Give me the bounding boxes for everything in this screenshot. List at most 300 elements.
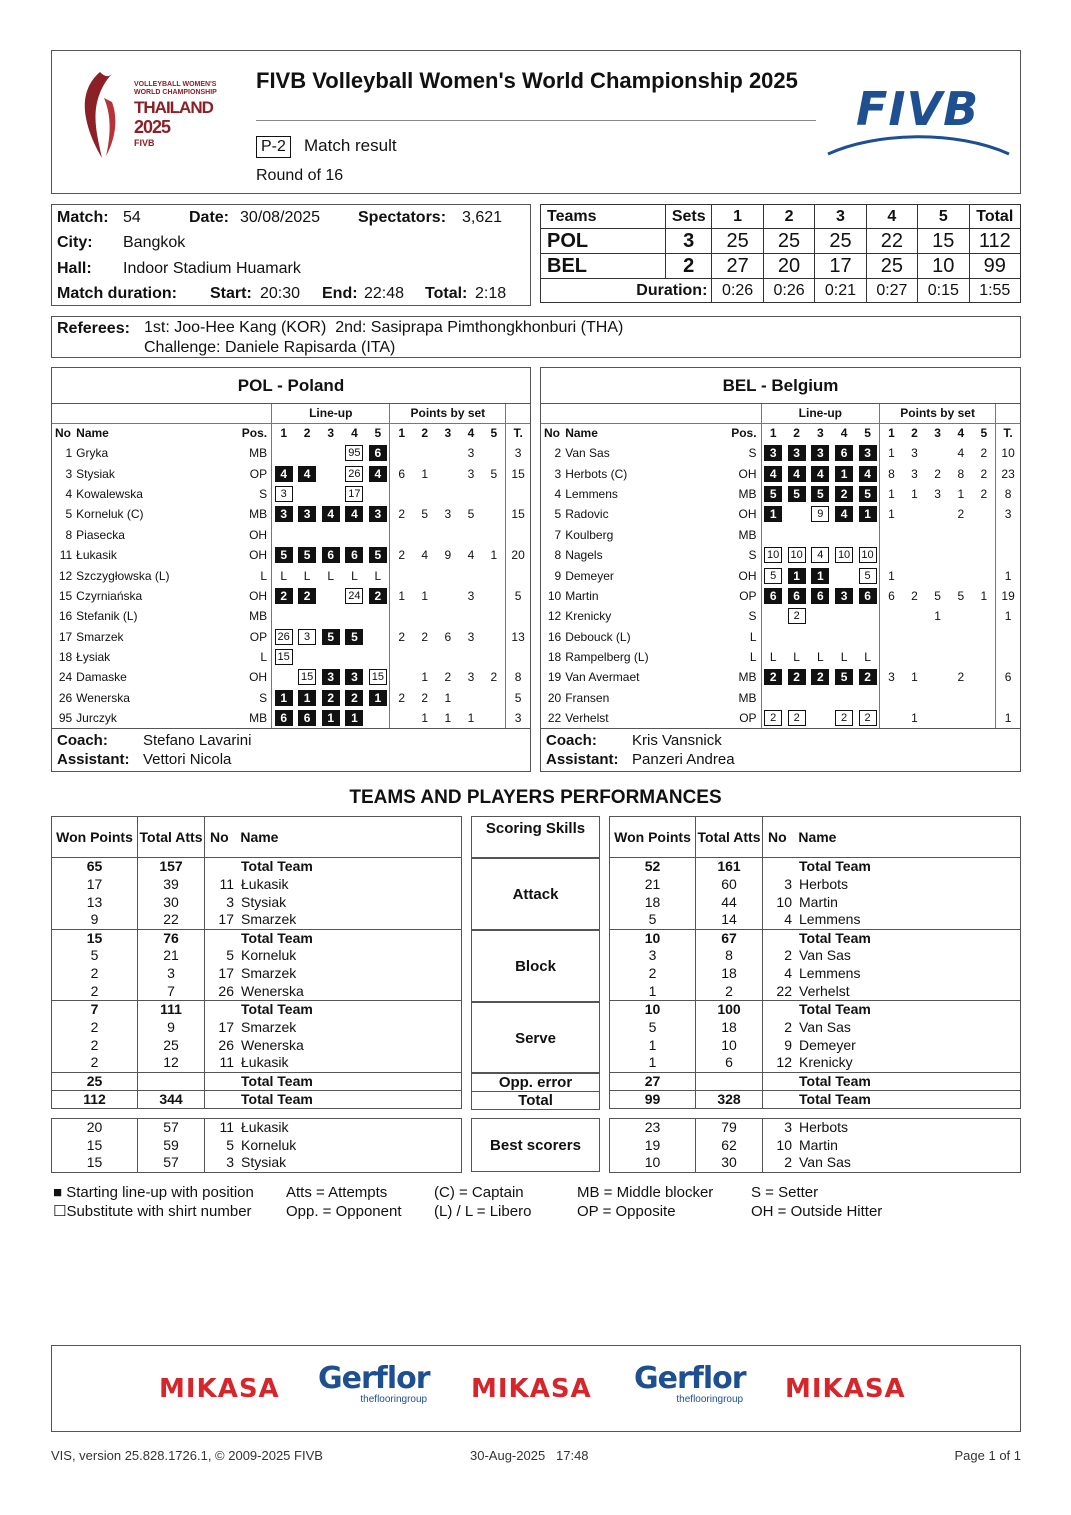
points-by-set-header: Points by set <box>880 404 996 423</box>
lineup-cell-set1 <box>761 688 785 708</box>
starting-position-marker: 4 <box>298 466 316 482</box>
lineup-cell-set5 <box>366 484 390 504</box>
col-lineup-2: 2 <box>303 426 311 441</box>
libero-marker: L <box>864 650 871 665</box>
points-set3 <box>926 708 949 728</box>
player-position: OH <box>227 667 271 687</box>
points-set3 <box>436 525 459 545</box>
player-total-points: 13 <box>506 627 530 647</box>
shirt-number: 4 <box>784 911 792 928</box>
starting-position-marker: 4 <box>811 466 829 482</box>
points-set5: 2 <box>980 446 988 461</box>
starting-position-marker: 4 <box>859 466 877 482</box>
lineup-cell-set4 <box>832 586 856 606</box>
points-set3: 6 <box>444 629 452 644</box>
substitute-marker: 24 <box>345 588 363 604</box>
player-number: 9 <box>554 568 562 583</box>
points-set1 <box>390 708 413 728</box>
lineup-cell-set1 <box>272 525 296 545</box>
coach-name: Stefano Lavarini <box>143 732 252 749</box>
points-set1: 2 <box>398 629 406 644</box>
substitute-marker: 15 <box>275 649 293 665</box>
total-attempts: 100 <box>696 1001 763 1019</box>
lineup-cell-set1 <box>761 647 785 667</box>
score-header-sets: Sets <box>666 205 712 229</box>
lineup-cell-set1 <box>272 708 296 728</box>
end-label: End: <box>322 285 358 302</box>
footer-version: VIS, version 25.828.1726.1, © 2009-2025 FIVB <box>51 1448 323 1463</box>
lineup-cell-set2 <box>295 586 319 606</box>
lineup-cell-set1 <box>272 545 296 565</box>
points-set4: 1 <box>957 486 965 501</box>
player-stat-row <box>610 947 1021 965</box>
player-row <box>52 627 530 647</box>
col-lineup-5: 5 <box>856 423 880 443</box>
total-duration: 2:18 <box>475 285 507 302</box>
gerflor-logo-text: Gerflor <box>634 1361 746 1396</box>
lineup-cell-set4 <box>832 688 856 708</box>
player-total-points: 8 <box>506 667 530 687</box>
shirt-number: 3 <box>226 1154 234 1171</box>
points-set4: 3 <box>467 588 475 603</box>
lineup-cell-set2 <box>785 525 809 545</box>
player-stat-row <box>52 1019 462 1037</box>
hall-value: Indoor Stadium Huamark <box>123 260 301 277</box>
player-total-points: 3 <box>996 504 1020 524</box>
points-set4: 2 <box>957 507 965 522</box>
col-points-4: 4 <box>957 426 965 441</box>
lineup-cell-set1 <box>272 443 296 463</box>
legend-opp: Opp. = Opponent <box>286 1203 402 1220</box>
points-set3: 1 <box>444 711 452 726</box>
substitute-marker: 5 <box>859 568 877 584</box>
player-position: OP <box>717 708 761 728</box>
lineup-cell-set3 <box>319 606 343 626</box>
set2-duration: 0:26 <box>763 279 814 303</box>
total-attempts: 7 <box>138 983 205 1001</box>
points-set4 <box>459 647 482 667</box>
points-set2 <box>413 647 436 667</box>
player-row <box>52 504 530 524</box>
lineup-cell-set4 <box>832 627 856 647</box>
player-stat-row <box>52 1119 462 1137</box>
points-set3 <box>436 586 459 606</box>
points-set3 <box>926 647 949 667</box>
player-row <box>541 586 1020 606</box>
points-set3 <box>436 463 459 483</box>
total-attempts: 59 <box>138 1136 205 1154</box>
player-cell <box>763 1154 1021 1172</box>
lineup-cell-set2 <box>785 443 809 463</box>
lineup-cell-set1 <box>761 463 785 483</box>
points-set2: 2 <box>911 588 918 603</box>
legend-col-4 <box>577 1183 713 1221</box>
lineup-header: Line-up <box>272 404 390 423</box>
lineup-cell-set1 <box>761 504 785 524</box>
col-lineup-4: 4 <box>351 426 358 441</box>
lineup-cell-set4 <box>343 647 367 667</box>
starting-position-marker: 3 <box>298 506 316 522</box>
shirt-number: 22 <box>776 982 792 999</box>
lineup-cell-set3 <box>319 647 343 667</box>
total-attempts: 111 <box>138 1001 205 1019</box>
won-points: 7 <box>52 1001 138 1019</box>
player-cell <box>205 1154 462 1172</box>
won-points: 2 <box>52 1054 138 1072</box>
points-set2 <box>413 606 436 626</box>
total-attempts: 21 <box>138 947 205 965</box>
footer-printed-date: 30-Aug-2025 17:48 <box>470 1448 589 1463</box>
points-set3 <box>436 565 459 585</box>
starting-position-marker: 4 <box>788 466 806 482</box>
starting-position-marker: 1 <box>764 506 782 522</box>
event-logo-line1: VOLLEYBALL WOMEN'S <box>134 81 217 88</box>
points-set3: 9 <box>444 548 452 563</box>
points-set5 <box>972 545 995 565</box>
substitute-marker: 4 <box>811 547 829 563</box>
player-cell <box>763 875 1021 893</box>
col-points-2: 2 <box>911 426 918 441</box>
points-set3 <box>926 545 949 565</box>
col-points-5: 5 <box>490 426 498 441</box>
starting-position-marker: 6 <box>764 588 782 604</box>
player-cell <box>205 1019 462 1037</box>
lineup-cell-set4 <box>832 647 856 667</box>
lineup-cell-set4 <box>832 667 856 687</box>
points-set3 <box>926 565 949 585</box>
points-set3: 1 <box>934 609 941 624</box>
points-set2 <box>903 525 926 545</box>
lineup-cell-set1 <box>761 586 785 606</box>
coach-name: Kris Vansnick <box>632 732 722 749</box>
player-position: OH <box>227 545 271 565</box>
starting-position-marker: 5 <box>811 486 829 502</box>
player-name: Van Sas <box>799 1154 851 1171</box>
player-position: OH <box>227 525 271 545</box>
player-total-points: 3 <box>506 443 530 463</box>
phase-label: Round of 16 <box>256 167 344 184</box>
player-total-points: 19 <box>996 586 1020 606</box>
points-set2 <box>413 484 436 504</box>
event-logo-country: THAILAND <box>134 98 213 117</box>
lineup-cell-set3 <box>808 606 832 626</box>
lineup-cell-set3 <box>319 443 343 463</box>
lineup-cell-set5 <box>856 463 880 483</box>
total-team-row <box>610 1090 1021 1108</box>
lineup-cell-set1 <box>761 708 785 728</box>
lineup-cell-set5 <box>366 708 390 728</box>
player-name: Demeyer <box>799 1036 856 1053</box>
points-set1: 1 <box>888 486 895 501</box>
points-set5 <box>483 565 506 585</box>
total-team-row <box>610 858 1021 876</box>
lineup-cell-set5 <box>366 504 390 524</box>
lineup-cell-set4 <box>343 565 367 585</box>
skill-total: Total <box>471 1091 600 1110</box>
player-position: MB <box>227 504 271 524</box>
lineup-cell-set2 <box>785 565 809 585</box>
col-pos: Pos. <box>717 423 761 443</box>
lineup-cell-set3 <box>808 484 832 504</box>
total-attempts: 14 <box>696 911 763 929</box>
player-total-points: 23 <box>996 463 1020 483</box>
gerflor-logo <box>318 1361 430 1405</box>
lineup-cell-set3 <box>319 504 343 524</box>
lineup-cell-set2 <box>785 545 809 565</box>
player-number: 8 <box>554 548 562 563</box>
substitute-marker: 95 <box>345 445 363 461</box>
lineup-cell-set4 <box>832 708 856 728</box>
points-set1 <box>390 667 413 687</box>
points-set1: 2 <box>398 548 406 563</box>
player-cell <box>763 1019 1021 1037</box>
total-attempts: 157 <box>138 858 205 876</box>
starting-position-marker: 6 <box>859 588 877 604</box>
total-team-row <box>52 858 462 876</box>
lineup-cell-set1 <box>761 606 785 626</box>
player-name: Lemmens <box>565 486 618 501</box>
assistant-label: Assistant: <box>546 751 619 768</box>
lineup-cell-set5 <box>366 606 390 626</box>
points-set4: 5 <box>957 588 965 603</box>
player-total-points <box>506 647 530 667</box>
referees-label: Referees: <box>57 320 130 337</box>
player-cell <box>205 965 462 983</box>
roster-header <box>52 423 530 443</box>
set4-duration: 0:27 <box>866 279 917 303</box>
total-team-row <box>52 1072 462 1090</box>
player-stat-row <box>52 911 462 929</box>
skill-attack: Attack <box>471 858 600 930</box>
substitute-marker: 2 <box>788 710 806 726</box>
end-time: 22:48 <box>364 285 405 302</box>
score-set2: 25 <box>763 229 814 254</box>
legend-starting-lineup: ■ Starting line-up with position <box>53 1184 254 1201</box>
lineup-cell-set5 <box>366 525 390 545</box>
won-points: 99 <box>610 1090 696 1108</box>
lineup-cell-set2 <box>295 708 319 728</box>
player-position: MB <box>717 688 761 708</box>
lineup-cell-set5 <box>856 606 880 626</box>
points-set3 <box>436 443 459 463</box>
points-set3 <box>926 667 949 687</box>
lineup-cell-set5 <box>856 484 880 504</box>
player-number: 95 <box>58 711 73 726</box>
lineup-cell-set1 <box>272 586 296 606</box>
player-cell <box>763 983 1021 1001</box>
player-name: Martin <box>799 893 838 910</box>
player-stat-row <box>610 1154 1021 1172</box>
player-header: No Name <box>205 817 462 858</box>
shirt-number: 3 <box>226 893 234 910</box>
won-points: 2 <box>52 1036 138 1054</box>
lineup-cell-set2 <box>785 463 809 483</box>
score-team: POL <box>541 229 666 254</box>
score-set5: 15 <box>918 229 969 254</box>
points-set2: 1 <box>421 466 429 481</box>
lineup-cell-set2 <box>785 708 809 728</box>
player-row <box>541 525 1020 545</box>
player-total-points: 5 <box>506 586 530 606</box>
player-name: Smarzek <box>76 629 124 644</box>
player-name: Total Team <box>241 1090 313 1107</box>
legend-mb: MB = Middle blocker <box>577 1184 714 1201</box>
points-set5 <box>972 647 995 667</box>
player-position: S <box>227 484 271 504</box>
points-set5 <box>483 606 506 626</box>
substitute-marker: 2 <box>859 710 877 726</box>
player-name: Łukasik <box>76 548 117 563</box>
lineup-cell-set3 <box>319 484 343 504</box>
starting-position-marker: 3 <box>788 445 806 461</box>
points-set5 <box>972 504 995 524</box>
starting-position-marker: 1 <box>298 690 316 706</box>
player-name: Stysiak <box>241 893 287 910</box>
player-name: Krenicky <box>799 1054 853 1071</box>
total-attempts: 161 <box>696 858 763 876</box>
shirt-number: 3 <box>784 1119 792 1136</box>
total-atts-header: Total Atts <box>696 817 763 858</box>
player-cell <box>205 893 462 911</box>
points-set4: 4 <box>957 446 965 461</box>
player-total-points <box>996 545 1020 565</box>
points-set4 <box>949 688 972 708</box>
player-position: MB <box>227 606 271 626</box>
lineup-cell-set2 <box>295 627 319 647</box>
assistant-name: Panzeri Andrea <box>632 751 735 768</box>
player-name: Demeyer <box>565 568 614 583</box>
col-points-3: 3 <box>444 426 452 441</box>
assistant-name: Vettori Nicola <box>143 751 232 768</box>
player-name: Stefanik (L) <box>76 609 138 624</box>
player-position: MB <box>717 667 761 687</box>
match-date: 30/08/2025 <box>240 209 321 226</box>
lineup-cell-set2 <box>785 606 809 626</box>
player-stat-row <box>610 965 1021 983</box>
starting-position-marker: 6 <box>345 547 363 563</box>
lineup-cell-set4 <box>832 484 856 504</box>
won-points: 10 <box>610 929 696 947</box>
lineup-cell-set4 <box>343 504 367 524</box>
points-set1 <box>390 443 413 463</box>
col-points-5: 5 <box>980 426 988 441</box>
won-points: 13 <box>52 893 138 911</box>
player-row <box>52 606 530 626</box>
lineup-cell-set4 <box>343 443 367 463</box>
total-team-row <box>610 1001 1021 1019</box>
player-name: Radovic <box>565 507 609 522</box>
player-total-points: 5 <box>506 688 530 708</box>
points-set2: 2 <box>421 629 429 644</box>
player-cell <box>205 1072 462 1090</box>
player-cell <box>763 1001 1021 1019</box>
points-set2 <box>903 545 926 565</box>
player-position: L <box>717 627 761 647</box>
player-cell <box>205 947 462 965</box>
points-set4: 3 <box>467 670 475 685</box>
lineup-cell-set4 <box>832 545 856 565</box>
spectators-label: Spectators: <box>358 209 447 226</box>
starting-position-marker: 4 <box>275 466 293 482</box>
player-name: Piasecka <box>76 527 125 542</box>
shirt-number: 17 <box>218 1018 234 1035</box>
starting-position-marker: 3 <box>811 445 829 461</box>
player-name: Smarzek <box>241 965 297 982</box>
lineup-cell-set5 <box>856 586 880 606</box>
col-points-2: 2 <box>421 426 429 441</box>
player-row <box>52 688 530 708</box>
points-set5: 1 <box>490 548 498 563</box>
points-set4: 2 <box>957 670 965 685</box>
total-attempts: 344 <box>138 1090 205 1108</box>
points-set2: 1 <box>911 670 918 685</box>
score-header-teams: Teams <box>541 205 666 229</box>
date-label: Date: <box>189 209 230 226</box>
points-set4: 1 <box>467 711 475 726</box>
points-set1: 2 <box>398 690 406 705</box>
lineup-cell-set1 <box>272 647 296 667</box>
starting-position-marker: 6 <box>811 588 829 604</box>
lineup-cell-set5 <box>366 647 390 667</box>
player-row <box>541 463 1020 483</box>
starting-position-marker: 1 <box>811 568 829 584</box>
player-position: OH <box>227 586 271 606</box>
libero-marker: L <box>793 650 800 665</box>
lineup-cell-set4 <box>343 545 367 565</box>
shirt-number: 2 <box>784 1154 792 1171</box>
score-duration-row <box>541 279 1021 303</box>
lineup-cell-set2 <box>295 525 319 545</box>
player-total-points: 1 <box>996 565 1020 585</box>
player-number: 24 <box>58 670 73 685</box>
lineup-cell-set1 <box>761 443 785 463</box>
player-row <box>52 586 530 606</box>
lineup-cell-set4 <box>343 708 367 728</box>
lineup-cell-set2 <box>785 586 809 606</box>
lineup-cell-set1 <box>761 565 785 585</box>
points-set5 <box>483 484 506 504</box>
starting-position-marker: 3 <box>859 445 877 461</box>
starting-position-marker: 1 <box>369 690 387 706</box>
points-set1 <box>880 606 903 626</box>
player-total-points <box>506 484 530 504</box>
points-set2: 3 <box>911 466 918 481</box>
player-stat-row <box>52 983 462 1001</box>
lineup-cell-set1 <box>761 525 785 545</box>
player-name: Smarzek <box>241 1018 297 1035</box>
player-cell <box>763 1136 1021 1154</box>
points-set5: 2 <box>980 466 988 481</box>
event-logo-year: 2025 <box>134 117 171 137</box>
match-label: Match: <box>57 209 109 226</box>
score-team: BEL <box>541 254 666 279</box>
coach-label: Coach: <box>57 732 108 749</box>
fivb-logo <box>826 84 1011 158</box>
score-set4: 25 <box>866 254 917 279</box>
won-points: 112 <box>52 1090 138 1108</box>
points-set1: 3 <box>888 670 895 685</box>
total-attempts: 30 <box>138 893 205 911</box>
col-points-1: 1 <box>398 426 406 441</box>
points-set4 <box>459 565 482 585</box>
col-points-1: 1 <box>888 426 895 441</box>
points-set2 <box>903 688 926 708</box>
player-name: Martin <box>799 1136 838 1153</box>
shirt-number: 11 <box>219 1054 234 1071</box>
player-number: 4 <box>65 486 73 501</box>
starting-position-marker: 4 <box>345 506 363 522</box>
points-set3 <box>926 525 949 545</box>
